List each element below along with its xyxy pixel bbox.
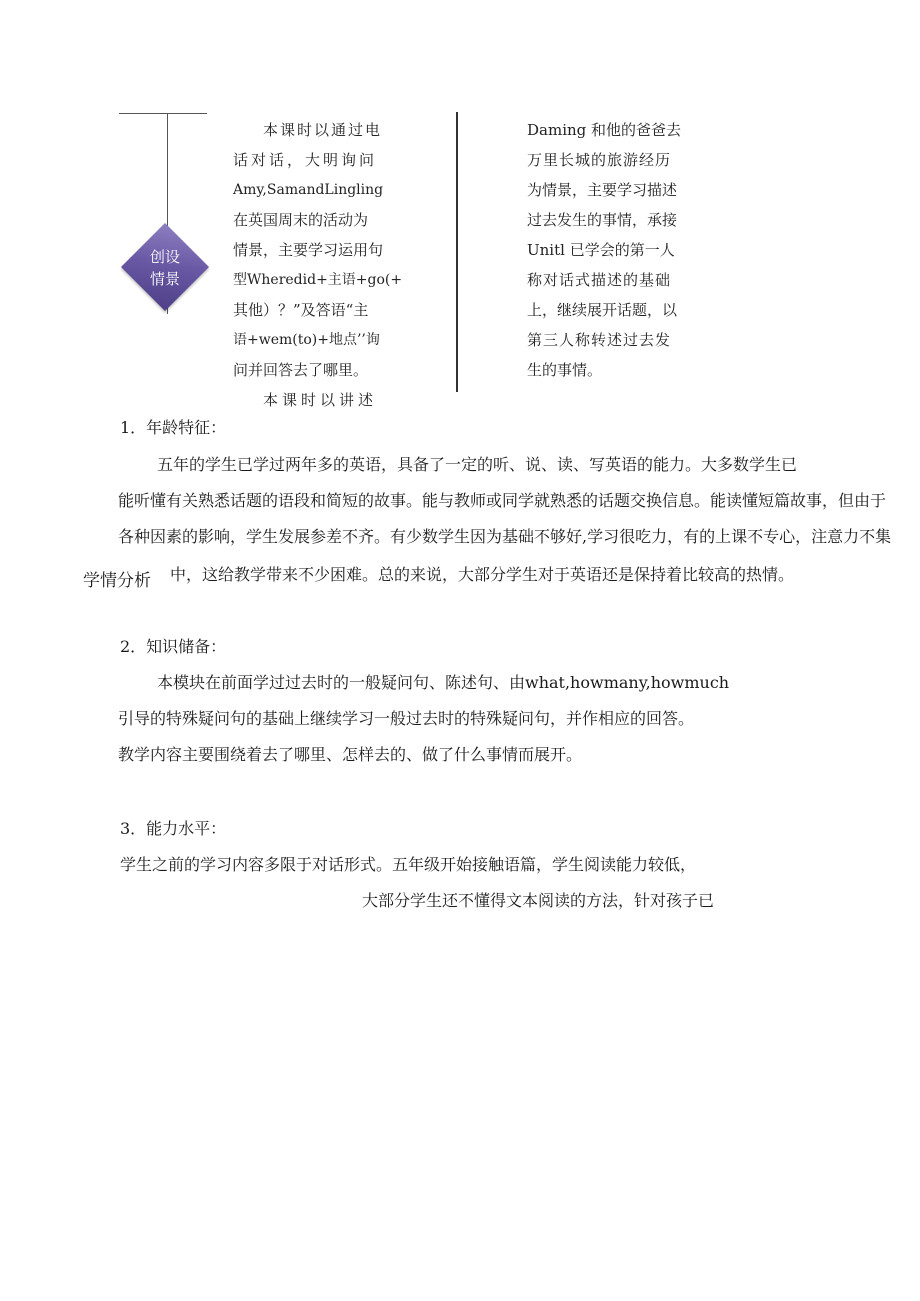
column-line: 型Wheredid+主语+go(+	[233, 272, 403, 288]
side-label: 学情分析	[83, 571, 151, 591]
paragraph-line: 教学内容主要围绕着去了哪里、怎样去的、做了什么事情而展开。	[118, 745, 583, 764]
column-line: 上，继续展开话题，以	[527, 301, 678, 319]
column-line: Unitl 已学会的第一人	[527, 241, 675, 259]
paragraph-line: 中，这给教学带来不少困难。总的来说，大部分学生对于英语还是保持着比较高的热情。	[170, 565, 795, 584]
section-heading: 2．知识储备：	[120, 637, 227, 656]
column-line: 生的事情。	[527, 361, 603, 379]
column-line: 问并回答去了哪里。	[233, 361, 369, 379]
paragraph-line: 本模块在前面学过过去时的一般疑问句、陈述句、由what,howmany,howmuch	[157, 673, 730, 692]
column-line: Amy,SamandLingling	[233, 182, 384, 198]
paragraph-line: 五年的学生已学过两年多的英语，具备了一定的听、说、读、写英语的能力。大多数学生已	[157, 455, 798, 474]
paragraph-line: 各种因素的影响，学生发展参差不齐。有少数学生因为基础不够好,学习很吃力，有的上课不专心，注意力不集	[118, 527, 892, 546]
column-line: Daming 和他的爸爸去	[527, 121, 682, 139]
column-line: 其他）？”及答语“主	[233, 301, 369, 319]
scenario-column-left	[233, 115, 403, 415]
column-divider	[456, 112, 458, 392]
diamond-label-line: 创设	[149, 248, 180, 266]
paragraph-line: 能听懂有关熟悉话题的语段和简短的故事。能与教师或同学就熟悉的话题交换信息。能读懂短篇故事，但由于	[118, 491, 887, 510]
column-line: 话对话，大明询问	[233, 151, 378, 169]
diamond-label-line: 情景	[149, 270, 180, 288]
section-heading: 3．能力水平：	[120, 819, 227, 838]
column-line: 称对话式描述的基础	[527, 271, 672, 289]
paragraph-line: 引导的特殊疑问句的基础上继续学习一般过去时的特殊疑问句，并作相应的回答。	[118, 709, 695, 728]
column-line: 本课时以讲述	[263, 391, 378, 409]
paragraph-line: 学生之前的学习内容多限于对话形式。五年级开始接触语篇，学生阅读能力较低，	[120, 855, 697, 874]
column-line: 在英国周末的活动为	[233, 211, 369, 229]
section-heading: 1．年龄特征：	[120, 418, 227, 437]
column-line: 过去发生的事情，承接	[527, 211, 678, 229]
column-line: 为情景，主要学习描述	[527, 181, 678, 199]
column-line: 第三人称转述过去发	[527, 331, 672, 349]
paragraph-line: 大部分学生还不懂得文本阅读的方法，针对孩子已	[362, 891, 715, 910]
column-line: 语+wem(to)+地点’’询	[233, 332, 380, 348]
column-line: 本课时以通过电	[263, 121, 383, 139]
frame-top-line	[119, 113, 207, 114]
column-line: 万里长城的旅游经历	[527, 151, 672, 169]
scenario-column-right	[527, 115, 687, 385]
diamond-label	[140, 246, 190, 290]
column-line: 情景，主要学习运用句	[233, 241, 384, 259]
